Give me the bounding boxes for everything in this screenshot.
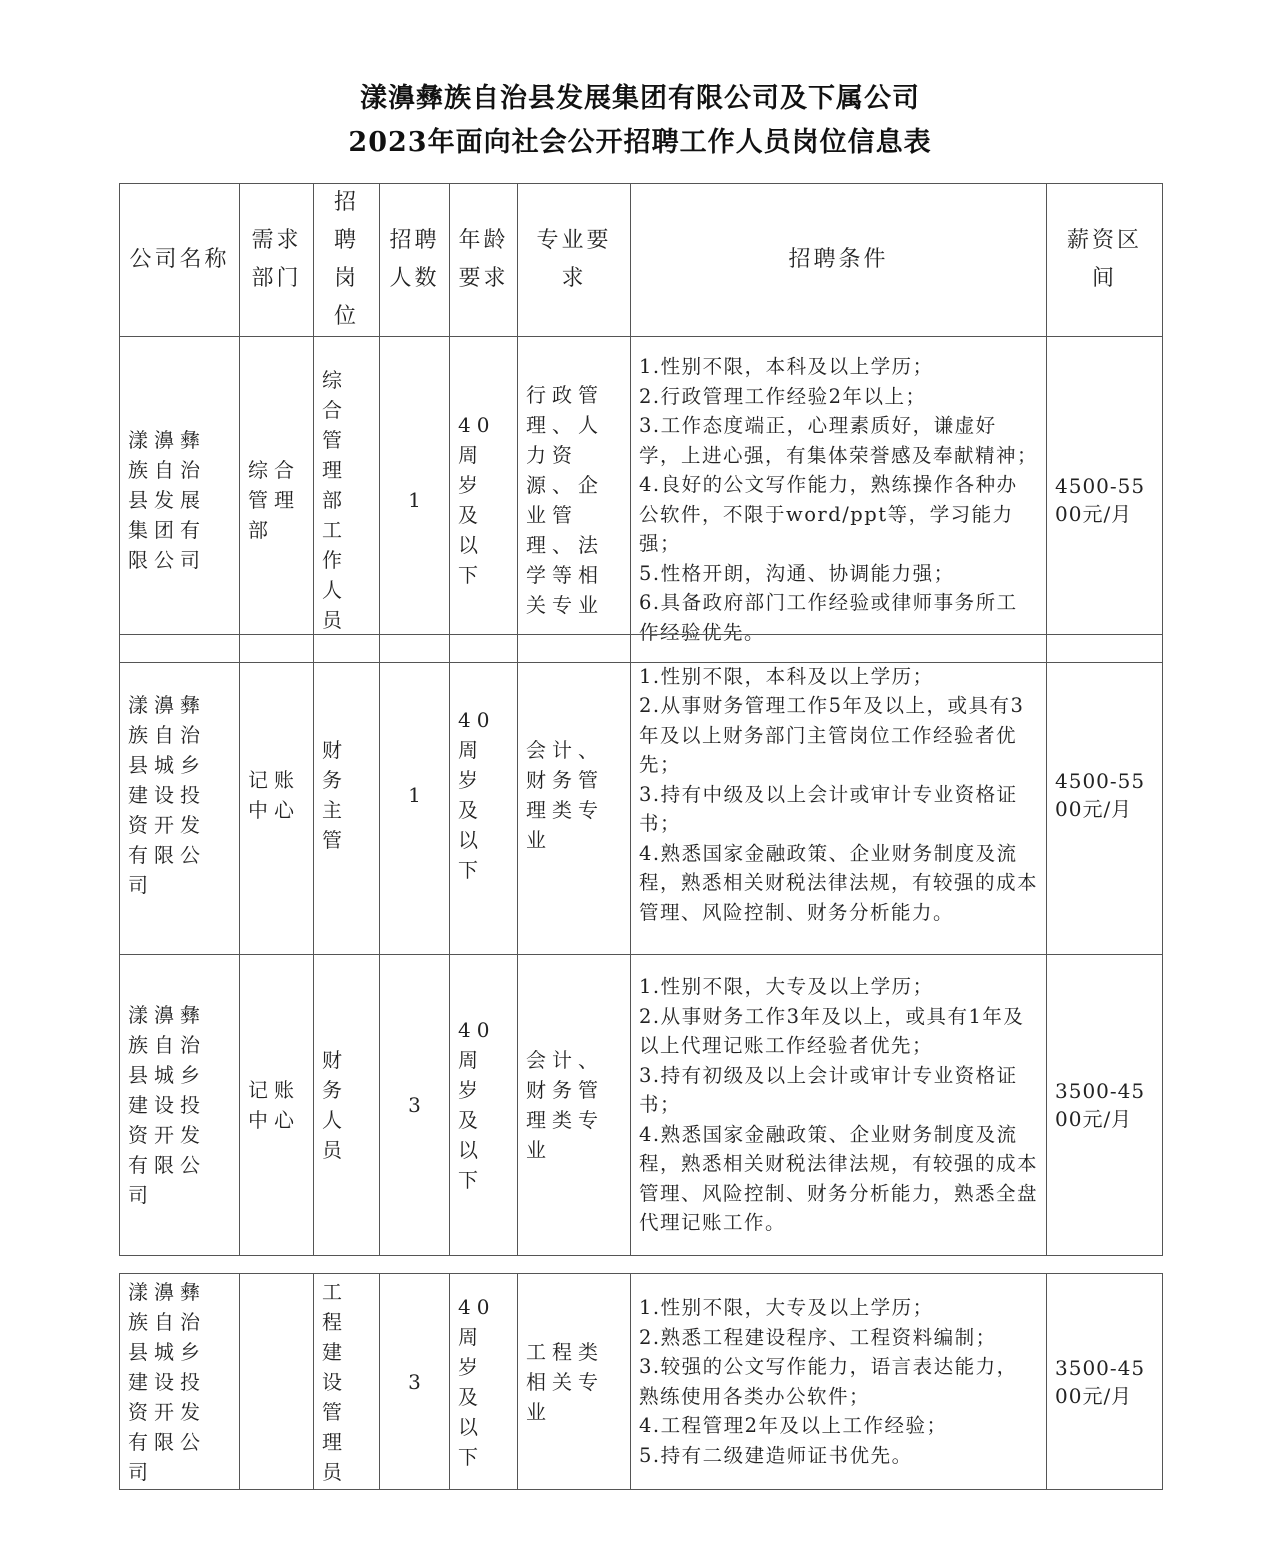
job-table-section-3	[119, 1273, 1163, 1490]
requirements-cell	[631, 337, 1047, 663]
company-cell: 漾濞彝族自治县城乡建设投资开发有限公司	[120, 635, 240, 955]
page-title-line-1: 漾濞彝族自治县发展集团有限公司及下属公司	[360, 83, 920, 114]
position-cell: 财务人员	[314, 955, 380, 1256]
requirement-item: 2.从事财务工作3年及以上，或具有1年及以上代理记账工作经验者优先；	[639, 1004, 1025, 1058]
requirement-item: 5.性格开朗，沟通、协调能力强；	[639, 561, 955, 585]
age-cell: 40周岁及以下	[450, 635, 518, 955]
requirement-item: 1.性别不限，本科及以上学历；	[639, 664, 934, 688]
salary-cell: 4500-5500元/月	[1047, 337, 1163, 663]
position-cell: 财务主管	[314, 635, 380, 955]
salary-cell: 4500-5500元/月	[1047, 635, 1163, 955]
header-salary: 薪资区间	[1047, 184, 1163, 337]
requirement-item: 6.具备政府部门工作经验或律师事务所工作经验优先。	[639, 591, 1018, 644]
requirement-item: 3.工作态度端正，心理素质好，谦虚好学，上进心强，有集体荣誉感及奉献精神；	[639, 414, 1039, 467]
age-cell: 40周岁及以下	[450, 955, 518, 1256]
requirement-item: 3.持有中级及以上会计或审计专业资格证书；	[639, 782, 1018, 836]
major-cell: 会计、财务管理类专业	[518, 635, 631, 955]
requirement-item: 2.从事财务管理工作5年及以上，或具有3年及以上财务部门主管岗位工作经验者优先；	[639, 694, 1025, 777]
department-cell: 记账中心	[240, 955, 314, 1256]
count-cell: 3	[380, 1274, 450, 1490]
major-cell: 会计、财务管理类专业	[518, 955, 631, 1256]
requirements-cell	[631, 635, 1047, 955]
department-cell: 综合管理部	[240, 337, 314, 663]
table-row	[120, 1274, 1163, 1490]
header-department: 需求部门	[240, 184, 314, 337]
page-title-line-2: 2023年面向社会公开招聘工作人员岗位信息表	[348, 127, 932, 158]
requirements-cell	[631, 955, 1047, 1256]
requirement-item: 2.熟悉工程建设程序、工程资料编制；	[639, 1325, 997, 1349]
requirement-item: 4.熟悉国家金融政策、企业财务制度及流程，熟悉相关财税法律法规，有较强的成本管理、风险控制、财务分析能力。	[639, 841, 1039, 924]
requirement-item: 3.较强的公文写作能力，语言表达能力，熟练使用各类办公软件；	[639, 1355, 1018, 1408]
requirements-cell	[631, 1274, 1047, 1490]
requirement-item: 3.持有初级及以上会计或审计专业资格证书；	[639, 1063, 1018, 1117]
header-position: 招聘岗位	[314, 184, 380, 337]
count-cell: 3	[380, 955, 450, 1256]
major-cell: 行政管理、人力资源、企业管理、法学等相关专业	[518, 337, 631, 663]
header-company: 公司名称	[120, 184, 240, 337]
position-cell: 工程建设管理员	[314, 1274, 380, 1490]
department-cell: 记账中心	[240, 635, 314, 955]
table-row	[120, 955, 1163, 1256]
header-count: 招聘人数	[380, 184, 450, 337]
requirement-item: 1.性别不限，本科及以上学历；	[639, 355, 934, 378]
salary-cell: 3500-4500元/月	[1047, 955, 1163, 1256]
count-cell: 1	[380, 635, 450, 955]
company-cell: 漾濞彝族自治县城乡建设投资开发有限公司	[120, 1274, 240, 1490]
table-row	[120, 337, 1163, 663]
company-cell: 漾濞彝族自治县发展集团有限公司	[120, 337, 240, 663]
requirement-item: 4.工程管理2年及以上工作经验；	[639, 1414, 948, 1437]
company-cell: 漾濞彝族自治县城乡建设投资开发有限公司	[120, 955, 240, 1256]
department-cell	[240, 1274, 314, 1490]
position-cell: 综合管理部工作人员	[314, 337, 380, 663]
salary-cell: 3500-4500元/月	[1047, 1274, 1163, 1490]
table-header-row	[120, 184, 1163, 337]
job-table-section-1	[119, 183, 1163, 663]
requirement-item: 1.性别不限，大专及以上学历；	[639, 1296, 934, 1319]
age-cell: 40周岁及以下	[450, 337, 518, 663]
count-cell: 1	[380, 337, 450, 663]
age-cell: 40周岁及以下	[450, 1274, 518, 1490]
header-major: 专业要求	[518, 184, 631, 337]
job-table-section-2	[119, 634, 1163, 1256]
header-age: 年龄要求	[450, 184, 518, 337]
requirement-item: 2.行政管理工作经验2年以上；	[639, 384, 927, 408]
table-row	[120, 635, 1163, 955]
requirement-item: 1.性别不限，大专及以上学历；	[639, 975, 934, 999]
major-cell: 工程类相关专业	[518, 1274, 631, 1490]
requirement-item: 4.熟悉国家金融政策、企业财务制度及流程，熟悉相关财税法律法规，有较强的成本管理、风险控制、财务分析能力，熟悉全盘代理记账工作。	[639, 1122, 1039, 1235]
requirement-item: 4.良好的公文写作能力，熟练操作各种办公软件，不限于word/ppt等，学习能力强；	[639, 473, 1018, 555]
header-requirements: 招聘条件	[631, 184, 1047, 337]
requirement-item: 5.持有二级建造师证书优先。	[639, 1443, 913, 1467]
